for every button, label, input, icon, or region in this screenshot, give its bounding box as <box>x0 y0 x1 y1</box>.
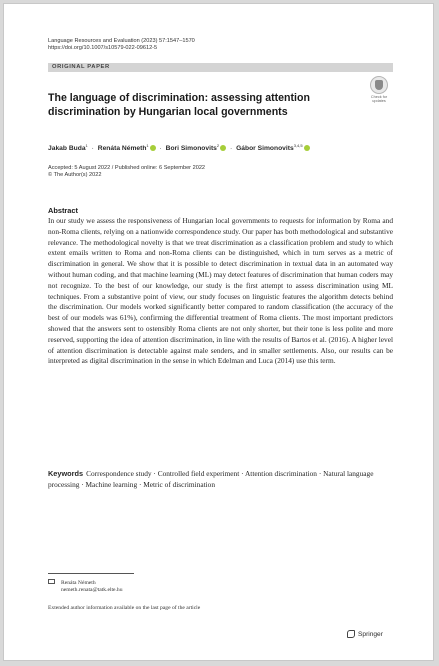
journal-citation: Language Resources and Evaluation (2023) 57:1547–1570 <box>48 38 195 44</box>
article-type-ribbon <box>48 63 393 72</box>
keywords-list: Correspondence study · Controlled field experiment · Attention discrimination · Natural language processing · Machine learning · Metric of discrimination <box>48 469 374 489</box>
author-name[interactable]: Jakab Buda <box>48 145 86 153</box>
author-list <box>48 141 398 153</box>
corresponding-author <box>48 579 348 595</box>
journal-doi-link[interactable]: https://doi.org/10.1007/s10579-022-09612-5 <box>48 45 158 52</box>
springer-horse-icon <box>347 630 355 638</box>
corresponding-author-email[interactable]: nemeth.renata@tatk.elte.hu <box>61 587 123 594</box>
check-for-updates-badge[interactable] <box>366 76 392 103</box>
article-page <box>3 3 434 661</box>
author-name[interactable]: Bori Simonovits <box>165 145 217 153</box>
author-affiliation: 3,4,5 <box>293 143 303 148</box>
crossmark-icon <box>370 76 388 94</box>
keywords-label: Keywords <box>48 469 84 478</box>
author-name[interactable]: Renáta Németh <box>97 145 147 153</box>
publisher-name: Springer <box>358 631 383 638</box>
accepted-published-dates: Accepted: 5 August 2022 / Published online: 6 September 2022 <box>48 165 206 171</box>
publisher-logo <box>347 630 383 638</box>
abstract-heading: Abstract <box>48 206 78 215</box>
author-affiliation: 1 <box>85 143 88 148</box>
orcid-icon[interactable] <box>304 145 310 151</box>
article-title: The language of discrimination: assessing attention discrimination by Hungarian local governments <box>48 92 310 118</box>
author-separator: · <box>91 145 94 153</box>
article-type-label: ORIGINAL PAPER <box>52 64 110 70</box>
journal-info <box>48 38 388 53</box>
author-separator: · <box>229 145 233 153</box>
author-affiliation: 2 <box>216 143 220 148</box>
author-affiliation: 1 <box>146 143 149 148</box>
keywords <box>48 469 393 491</box>
publication-dates <box>48 165 348 179</box>
author-separator: · <box>159 145 162 153</box>
corresponding-author-name: Renáta Németh <box>61 580 96 586</box>
abstract-text: In our study we assess the responsiveness of Hungarian local governments to requests for information by Roma and non-Roma clients, relying on a nationwide correspondence study. Our paper has both methodological and substantive relevance. The methodological novelty is that we treat discrimination as a classification problem and study to which extent emails written to Roma and non-Roma clients can be distinguished, which in turn serves as a metric of discrimination in general. We show that it is possible to detect discrimination in textual data in an automated way without human coding, and that machine learning (ML) may detect features of discrimination that human coders may not recognize. To the best of our knowledge, our study is the first attempt to assess discrimination using ML techniques. From a substantive point of view, our study focuses on linguistic features the algorithm detects behind the discrimination. Our models worked significantly better compared to random classification (the accuracy of the best of our models was 61%), confirming the differential treatment of Roma clients. The most important predictors showed that the answers sent to ostensibly Roma clients are not only shorter, but their tone is less polite and more reserved, supporting the idea of attention discrimination, in line with the results of Bartos et al. (2016). A higher level of attention discrimination is detectable against male senders, and in smaller settlements. Also, our results can be interpreted as digital discrimination in the sense in which Edelman and Luca (2014) use this term. <box>48 216 394 366</box>
extended-author-info: Extended author information available on the last page of the article <box>48 605 201 611</box>
envelope-icon <box>48 579 55 584</box>
orcid-icon[interactable] <box>220 145 226 151</box>
author-name[interactable]: Gábor Simonovits <box>236 145 294 153</box>
crossmark-text: Check for updates <box>370 95 388 104</box>
footnote-divider <box>48 573 134 574</box>
orcid-icon[interactable] <box>150 145 156 151</box>
copyright-notice: © The Author(s) 2022 <box>48 172 102 179</box>
